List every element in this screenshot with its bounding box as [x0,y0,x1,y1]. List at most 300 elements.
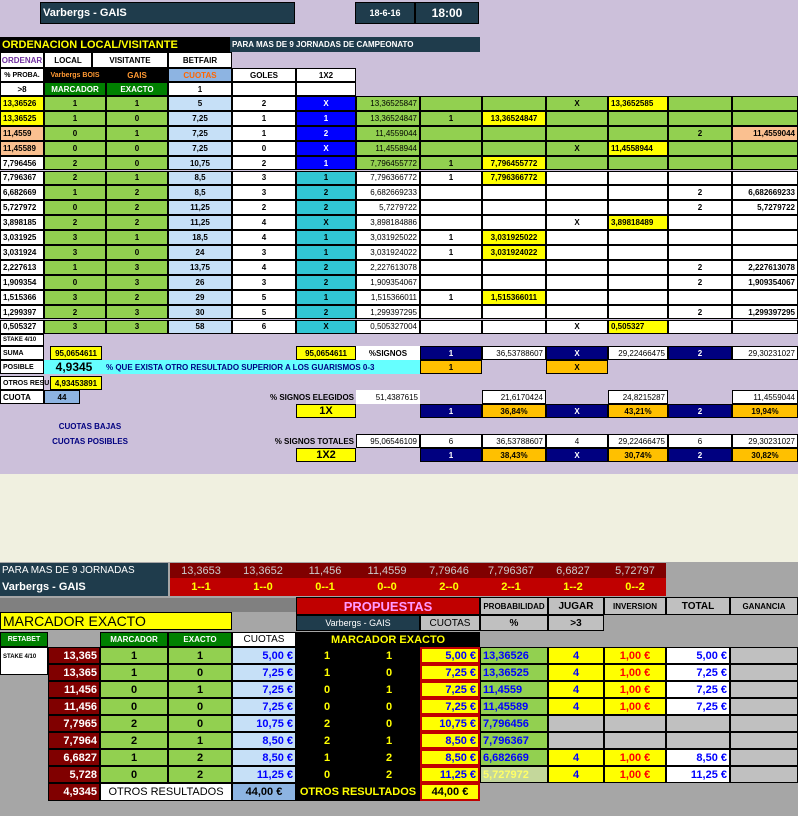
main-cell-v: 3,898184886 [356,215,420,230]
bottom-cell-h: 0 [100,766,168,783]
main-cell-h: 3 [44,245,106,260]
bottom-cell-j[interactable]: 4 [548,766,604,783]
main-cell-a: 1 [106,96,168,111]
bottom-cell-g [730,766,798,783]
main-cell-c2: 1,515366011 [482,290,546,305]
bottom-cell-p: 5,728 [48,766,100,783]
main-cell-c4 [668,111,732,126]
main-cell-cx: X [546,141,608,156]
main-cell-c2 [482,320,546,335]
bottom-cell-h: 2 [100,732,168,749]
bottom-cell-g [730,698,798,715]
bottom-cell-pr: 6,682669 [480,749,548,766]
main-cell-cx [546,275,608,290]
suma-value-2: 95,0654611 [296,346,356,360]
main-cell-c3 [608,185,668,200]
bottom-cell-i: 1,00 € [604,647,666,664]
pair-prob: 13,3652 [232,563,294,578]
main-cell-c4 [668,215,732,230]
main-cell-h: 1 [44,96,106,111]
suma-value: 95,0654611 [50,346,102,360]
main-cell-s: X [296,96,356,111]
main-cell-h: 1 [44,260,106,275]
main-cell-a: 2 [106,290,168,305]
posible-1: 1 [420,360,482,374]
bottom-cell-q: 7,25 € [232,698,296,715]
home-team-header: Varbergs BOIS [44,68,106,82]
main-cell-c2: 7,796455772 [482,156,546,171]
main-cell-c2: 7,796366772 [482,171,546,186]
ordenacion-title: ORDENACION LOCAL/VISITANTE [0,37,230,52]
pair-prob: 11,4559 [356,563,418,578]
main-cell-c3 [608,200,668,215]
main-cell-h: 3 [44,230,106,245]
bottom-cell-q2: 7,25 € [420,664,480,681]
main-cell-c5 [732,320,798,335]
main-cell-v: 7,796455772 [356,156,420,171]
signos-label: %SIGNOS [356,346,420,360]
pair-score: 1--0 [232,578,294,596]
bottom-cell-t: 7,25 € [666,681,730,698]
main-cell-s: 2 [296,275,356,290]
ordenar-button[interactable]: ORDENAR [0,52,44,68]
totales-px: 30,74% [608,448,668,462]
totales-2-count: 6 [668,434,732,448]
main-cell-h: 3 [44,290,106,305]
main-cell-c3: 13,3652585 [608,96,668,111]
main-cell-c5: 1,299397295 [732,305,798,320]
main-cell-c1: 1 [420,245,482,260]
bottom-cell-t [666,732,730,749]
main-cell-cx [546,290,608,305]
main-cell-g: 6 [232,320,296,335]
elegidos-sign: 1X [296,404,356,418]
main-cell-c3 [608,305,668,320]
main-cell-q: 58 [168,320,232,335]
main-cell-g: 0 [232,141,296,156]
bottom-cell-i: 1,00 € [604,766,666,783]
main-cell-c1 [420,141,482,156]
betfair-header: BETFAIR [168,52,232,68]
main-cell-p: 3,898185 [0,215,44,230]
otros-resultados-label: OTROS RESULTADOS [100,783,232,801]
pair-prob: 7,796367 [480,563,542,578]
main-cell-a: 3 [106,305,168,320]
main-cell-c5 [732,230,798,245]
main-cell-c1 [420,275,482,290]
pair-score: 1--2 [542,578,604,596]
main-cell-s: X [296,141,356,156]
bottom-cell-i [604,732,666,749]
main-cell-c4 [668,245,732,260]
cuota-value: 44 [44,390,80,404]
main-cell-a: 0 [106,111,168,126]
bottom-cell-a: 0 [168,698,232,715]
local-header: LOCAL [44,52,92,68]
elegidos-rx: X [546,404,608,418]
bottom-cell-h2: 0 [296,766,358,783]
main-cell-cx [546,171,608,186]
main-cell-cx: X [546,320,608,335]
main-cell-cx [546,260,608,275]
bottom-cell-j[interactable]: 4 [548,647,604,664]
main-cell-s: 2 [296,200,356,215]
main-cell-c2 [482,200,546,215]
bottom-cell-pr: 11,45589 [480,698,548,715]
main-cell-v: 0,505327004 [356,320,420,335]
main-cell-h: 2 [44,215,106,230]
main-cell-s: X [296,215,356,230]
main-cell-q: 24 [168,245,232,260]
main-cell-c3 [608,111,668,126]
main-cell-c2: 13,36524847 [482,111,546,126]
main-cell-h: 0 [44,141,106,156]
main-cell-q: 10,75 [168,156,232,171]
main-cell-g: 3 [232,171,296,186]
main-cell-c1 [420,185,482,200]
posible-text: % QUE EXISTA OTRO RESULTADO SUPERIOR A LOS GUARISMOS 0-3 [106,362,375,372]
main-cell-q: 30 [168,305,232,320]
bottom-cell-i: 1,00 € [604,681,666,698]
bottom-cell-t: 7,25 € [666,664,730,681]
main-cell-c5 [732,290,798,305]
main-cell-c4 [668,290,732,305]
left-spacer [0,598,296,612]
bottom-cell-a: 0 [168,715,232,732]
main-cell-c3 [608,171,668,186]
posible-label: POSIBLE [0,360,44,374]
onex2-header: 1X2 [296,68,356,82]
main-cell-h: 0 [44,275,106,290]
main-cell-a: 0 [106,141,168,156]
main-cell-p: 1,299397 [0,305,44,320]
totales-total: 95,06546109 [356,434,420,448]
bottom-cell-a2: 2 [358,749,420,766]
main-cell-q: 7,25 [168,126,232,141]
proba-header: % PROBA. [0,68,44,82]
bottom-cell-a: 0 [168,664,232,681]
main-cell-c4 [668,96,732,111]
main-cell-a: 3 [106,275,168,290]
bottom-cell-p: 11,456 [48,681,100,698]
bottom-cell-q2: 7,25 € [420,681,480,698]
marcador-col-header: MARCADOR [100,632,168,647]
main-cell-s: 1 [296,156,356,171]
main-cell-g: 5 [232,305,296,320]
main-cell-c1 [420,260,482,275]
main-cell-c4: 2 [668,185,732,200]
signos-2: 2 [668,346,732,360]
signos-x-value: 29,22466475 [608,346,668,360]
pair-score: 2--1 [480,578,542,596]
main-cell-c4 [668,171,732,186]
elegidos-2: 11,4559044 [732,390,798,404]
main-cell-v: 11,4558944 [356,141,420,156]
main-cell-c2 [482,185,546,200]
main-cell-v: 2,227613078 [356,260,420,275]
main-cell-q: 8,5 [168,185,232,200]
bottom-cell-q: 8,50 € [232,749,296,766]
bottom-cell-g [730,664,798,681]
main-cell-a: 2 [106,185,168,200]
main-cell-cx [546,185,608,200]
bottom-cell-j[interactable]: 4 [548,664,604,681]
bottom-cell-a: 2 [168,766,232,783]
main-cell-c1: 1 [420,156,482,171]
main-cell-cx [546,156,608,171]
bottom-cell-p: 13,365 [48,647,100,664]
main-cell-c3: 0,505327 [608,320,668,335]
cuota-label: CUOTA [0,390,44,404]
main-cell-g: 1 [232,126,296,141]
bottom-cell-pr: 5,727972 [480,766,548,783]
percent-header: % [480,615,548,631]
bottom-cell-i: 1,00 € [604,749,666,766]
posible-value: 4,9345 [55,360,93,374]
main-cell-p: 13,36526 [0,96,44,111]
totales-x: 29,22466475 [608,434,668,448]
main-cell-p: 3,031925 [0,230,44,245]
main-cell-q: 8,5 [168,171,232,186]
main-cell-v: 7,796366772 [356,171,420,186]
bottom-cell-a2: 0 [358,715,420,732]
bottom-cell-q: 8,50 € [232,732,296,749]
main-cell-c2 [482,215,546,230]
main-cell-c3 [608,245,668,260]
elegidos-r1: 1 [420,404,482,418]
pair-score: 0--2 [604,578,666,596]
main-cell-v: 3,031924022 [356,245,420,260]
bottom-cell-p: 7,7965 [48,715,100,732]
bottom-cell-q2: 8,50 € [420,749,480,766]
main-cell-c4 [668,320,732,335]
bottom-cell-h: 0 [100,698,168,715]
main-cell-c1: 1 [420,230,482,245]
bottom-cell-p: 6,6827 [48,749,100,766]
main-cell-c5 [732,215,798,230]
onex2-empty[interactable] [296,82,356,96]
main-cell-c3 [608,126,668,141]
bottom-cell-h2: 2 [296,732,358,749]
main-cell-cx [546,200,608,215]
main-cell-s: 1 [296,245,356,260]
bottom-cell-t: 7,25 € [666,698,730,715]
main-cell-p: 5,727972 [0,200,44,215]
main-cell-c3 [608,260,668,275]
main-cell-s: 1 [296,171,356,186]
main-cell-cx: X [546,215,608,230]
bottom-cell-j[interactable]: 4 [548,681,604,698]
bottom-cell-h: 0 [100,681,168,698]
bottom-cell-g [730,732,798,749]
main-cell-p: 6,682669 [0,185,44,200]
bottom-cell-h2: 1 [296,664,358,681]
bottom-cell-p: 7,7964 [48,732,100,749]
exacto-header: EXACTO [106,82,168,96]
main-cell-c3 [608,156,668,171]
main-cell-p: 13,36525 [0,111,44,126]
main-cell-q: 13,75 [168,260,232,275]
main-cell-h: 2 [44,171,106,186]
main-cell-q: 26 [168,275,232,290]
main-cell-p: 3,031924 [0,245,44,260]
totales-2: 29,30231027 [732,434,798,448]
main-cell-v: 11,4559044 [356,126,420,141]
bottom-cell-a2: 1 [358,732,420,749]
main-cell-c5 [732,245,798,260]
bottom-cell-h2: 1 [296,749,358,766]
main-cell-c2 [482,141,546,156]
bottom-cell-q2: 8,50 € [420,732,480,749]
stake-label: STAKE 4/10 [0,334,44,346]
cuotas-header-2: CUOTAS [420,615,480,631]
main-cell-v: 1,299397295 [356,305,420,320]
bottom-cell-pr: 13,36526 [480,647,548,664]
main-cell-q: 11,25 [168,215,232,230]
bottom-cell-a2: 0 [358,664,420,681]
main-cell-h: 2 [44,305,106,320]
main-cell-q: 18,5 [168,230,232,245]
pair-prob: 11,456 [294,563,356,578]
main-cell-c4 [668,230,732,245]
marcador-exacto-2: MARCADOR EXACTO [296,632,480,647]
bottom-cell-pr: 11,4559 [480,681,548,698]
bottom-cell-j[interactable]: 4 [548,698,604,715]
jornadas-subtitle: PARA MAS DE 9 JORNADAS DE CAMPEONATO [230,37,480,52]
main-cell-c1 [420,96,482,111]
main-cell-c1: 1 [420,171,482,186]
bottom-cell-a: 1 [168,647,232,664]
main-cell-a: 2 [106,200,168,215]
totales-r2: 2 [668,448,732,462]
main-cell-a: 3 [106,260,168,275]
marcador-exacto-title: MARCADOR EXACTO [0,612,232,630]
pair-prob: 5,72797 [604,563,666,578]
main-cell-c1 [420,215,482,230]
totales-r1: 1 [420,448,482,462]
main-cell-p: 1,909354 [0,275,44,290]
bottom-cell-j[interactable] [548,732,604,749]
pair-prob: 13,3653 [170,563,232,578]
main-cell-c3: 3,89818489 [608,215,668,230]
otros-resultados-label-2: OTROS RESULTADOS [296,783,420,801]
main-cell-g: 3 [232,245,296,260]
jugar-header: JUGAR [548,597,604,615]
bottom-cell-g [730,647,798,664]
main-cell-h: 1 [44,185,106,200]
otros-resultados-quota-2: 44,00 € [420,783,480,801]
bottom-cell-j[interactable]: 4 [548,749,604,766]
main-cell-c2 [482,260,546,275]
bottom-cell-i: 1,00 € [604,698,666,715]
goles-header: GOLES [232,68,296,82]
main-cell-p: 7,796456 [0,156,44,171]
main-cell-cx [546,245,608,260]
bottom-cell-q: 7,25 € [232,681,296,698]
last-p: 4,9345 [48,783,100,801]
bottom-match: Varbergs - GAIS [0,578,168,596]
stake-bottom-label: STAKE 4/10 [0,647,48,675]
bottom-cell-t: 8,50 € [666,749,730,766]
pair-score: 0--0 [356,578,418,596]
bottom-cell-q: 10,75 € [232,715,296,732]
bottom-cell-h: 1 [100,664,168,681]
main-cell-c1 [420,305,482,320]
main-cell-c1: 1 [420,290,482,305]
visitante-header: VISITANTE [92,52,168,68]
bottom-cell-i [604,715,666,732]
main-cell-v: 5,7279722 [356,200,420,215]
main-cell-h: 0 [44,200,106,215]
main-cell-s: 2 [296,260,356,275]
bottom-cell-j[interactable] [548,715,604,732]
main-cell-cx [546,305,608,320]
elegidos-label: % SIGNOS ELEGIDOS [269,392,354,402]
totales-label: % SIGNOS TOTALES [274,436,354,446]
bottom-cell-q2: 7,25 € [420,698,480,715]
match-time: 18:00 [415,2,479,24]
cuotas-col-header: CUOTAS [232,632,296,647]
bottom-cell-pr: 13,36525 [480,664,548,681]
main-cell-c5: 1,909354067 [732,275,798,290]
main-cell-cx: X [546,96,608,111]
main-cell-c4 [668,141,732,156]
main-cell-c5 [732,111,798,126]
bottom-cell-i: 1,00 € [604,664,666,681]
main-cell-c3 [608,290,668,305]
bottom-cell-t: 11,25 € [666,766,730,783]
main-cell-c3 [608,275,668,290]
bottom-cell-a2: 2 [358,766,420,783]
match-title: Varbergs - GAIS [40,2,295,24]
main-cell-g: 1 [232,111,296,126]
main-cell-g: 4 [232,215,296,230]
main-cell-c2 [482,275,546,290]
main-cell-c5: 11,4559044 [732,126,798,141]
main-cell-c3: 11,4558944 [608,141,668,156]
main-cell-c5 [732,156,798,171]
main-cell-c2 [482,126,546,141]
main-cell-v: 13,36524847 [356,111,420,126]
bottom-cell-q: 5,00 € [232,647,296,664]
signos-1: 1 [420,346,482,360]
main-cell-cx [546,230,608,245]
main-cell-c4 [668,156,732,171]
main-cell-c5 [732,96,798,111]
pair-score: 2--0 [418,578,480,596]
cuotas-posibles-label: CUOTAS POSIBLES [52,436,128,446]
main-cell-g: 4 [232,260,296,275]
pair-prob: 7,79646 [418,563,480,578]
retabet-label: RETABET [0,632,48,647]
totales-1: 36,53788607 [482,434,546,448]
match-date: 18-6-16 [355,2,415,24]
probabilidad-header: PROBABILIDAD [480,597,548,615]
propuestas-header: PROPUESTAS [296,597,480,615]
main-cell-q: 7,25 [168,141,232,156]
main-cell-c5: 2,227613078 [732,260,798,275]
bottom-cell-h2: 1 [296,647,358,664]
elegidos-px: 43,21% [608,404,668,418]
totales-sign: 1X2 [296,448,356,462]
elegidos-total: 51,4387615 [356,390,420,404]
signos-2-value: 29,30231027 [732,346,798,360]
pair-prob: 6,6827 [542,563,604,578]
elegidos-1: 21,6170424 [482,390,546,404]
main-cell-g: 3 [232,185,296,200]
main-cell-h: 0 [44,126,106,141]
signos-1-value: 36,53788607 [482,346,546,360]
